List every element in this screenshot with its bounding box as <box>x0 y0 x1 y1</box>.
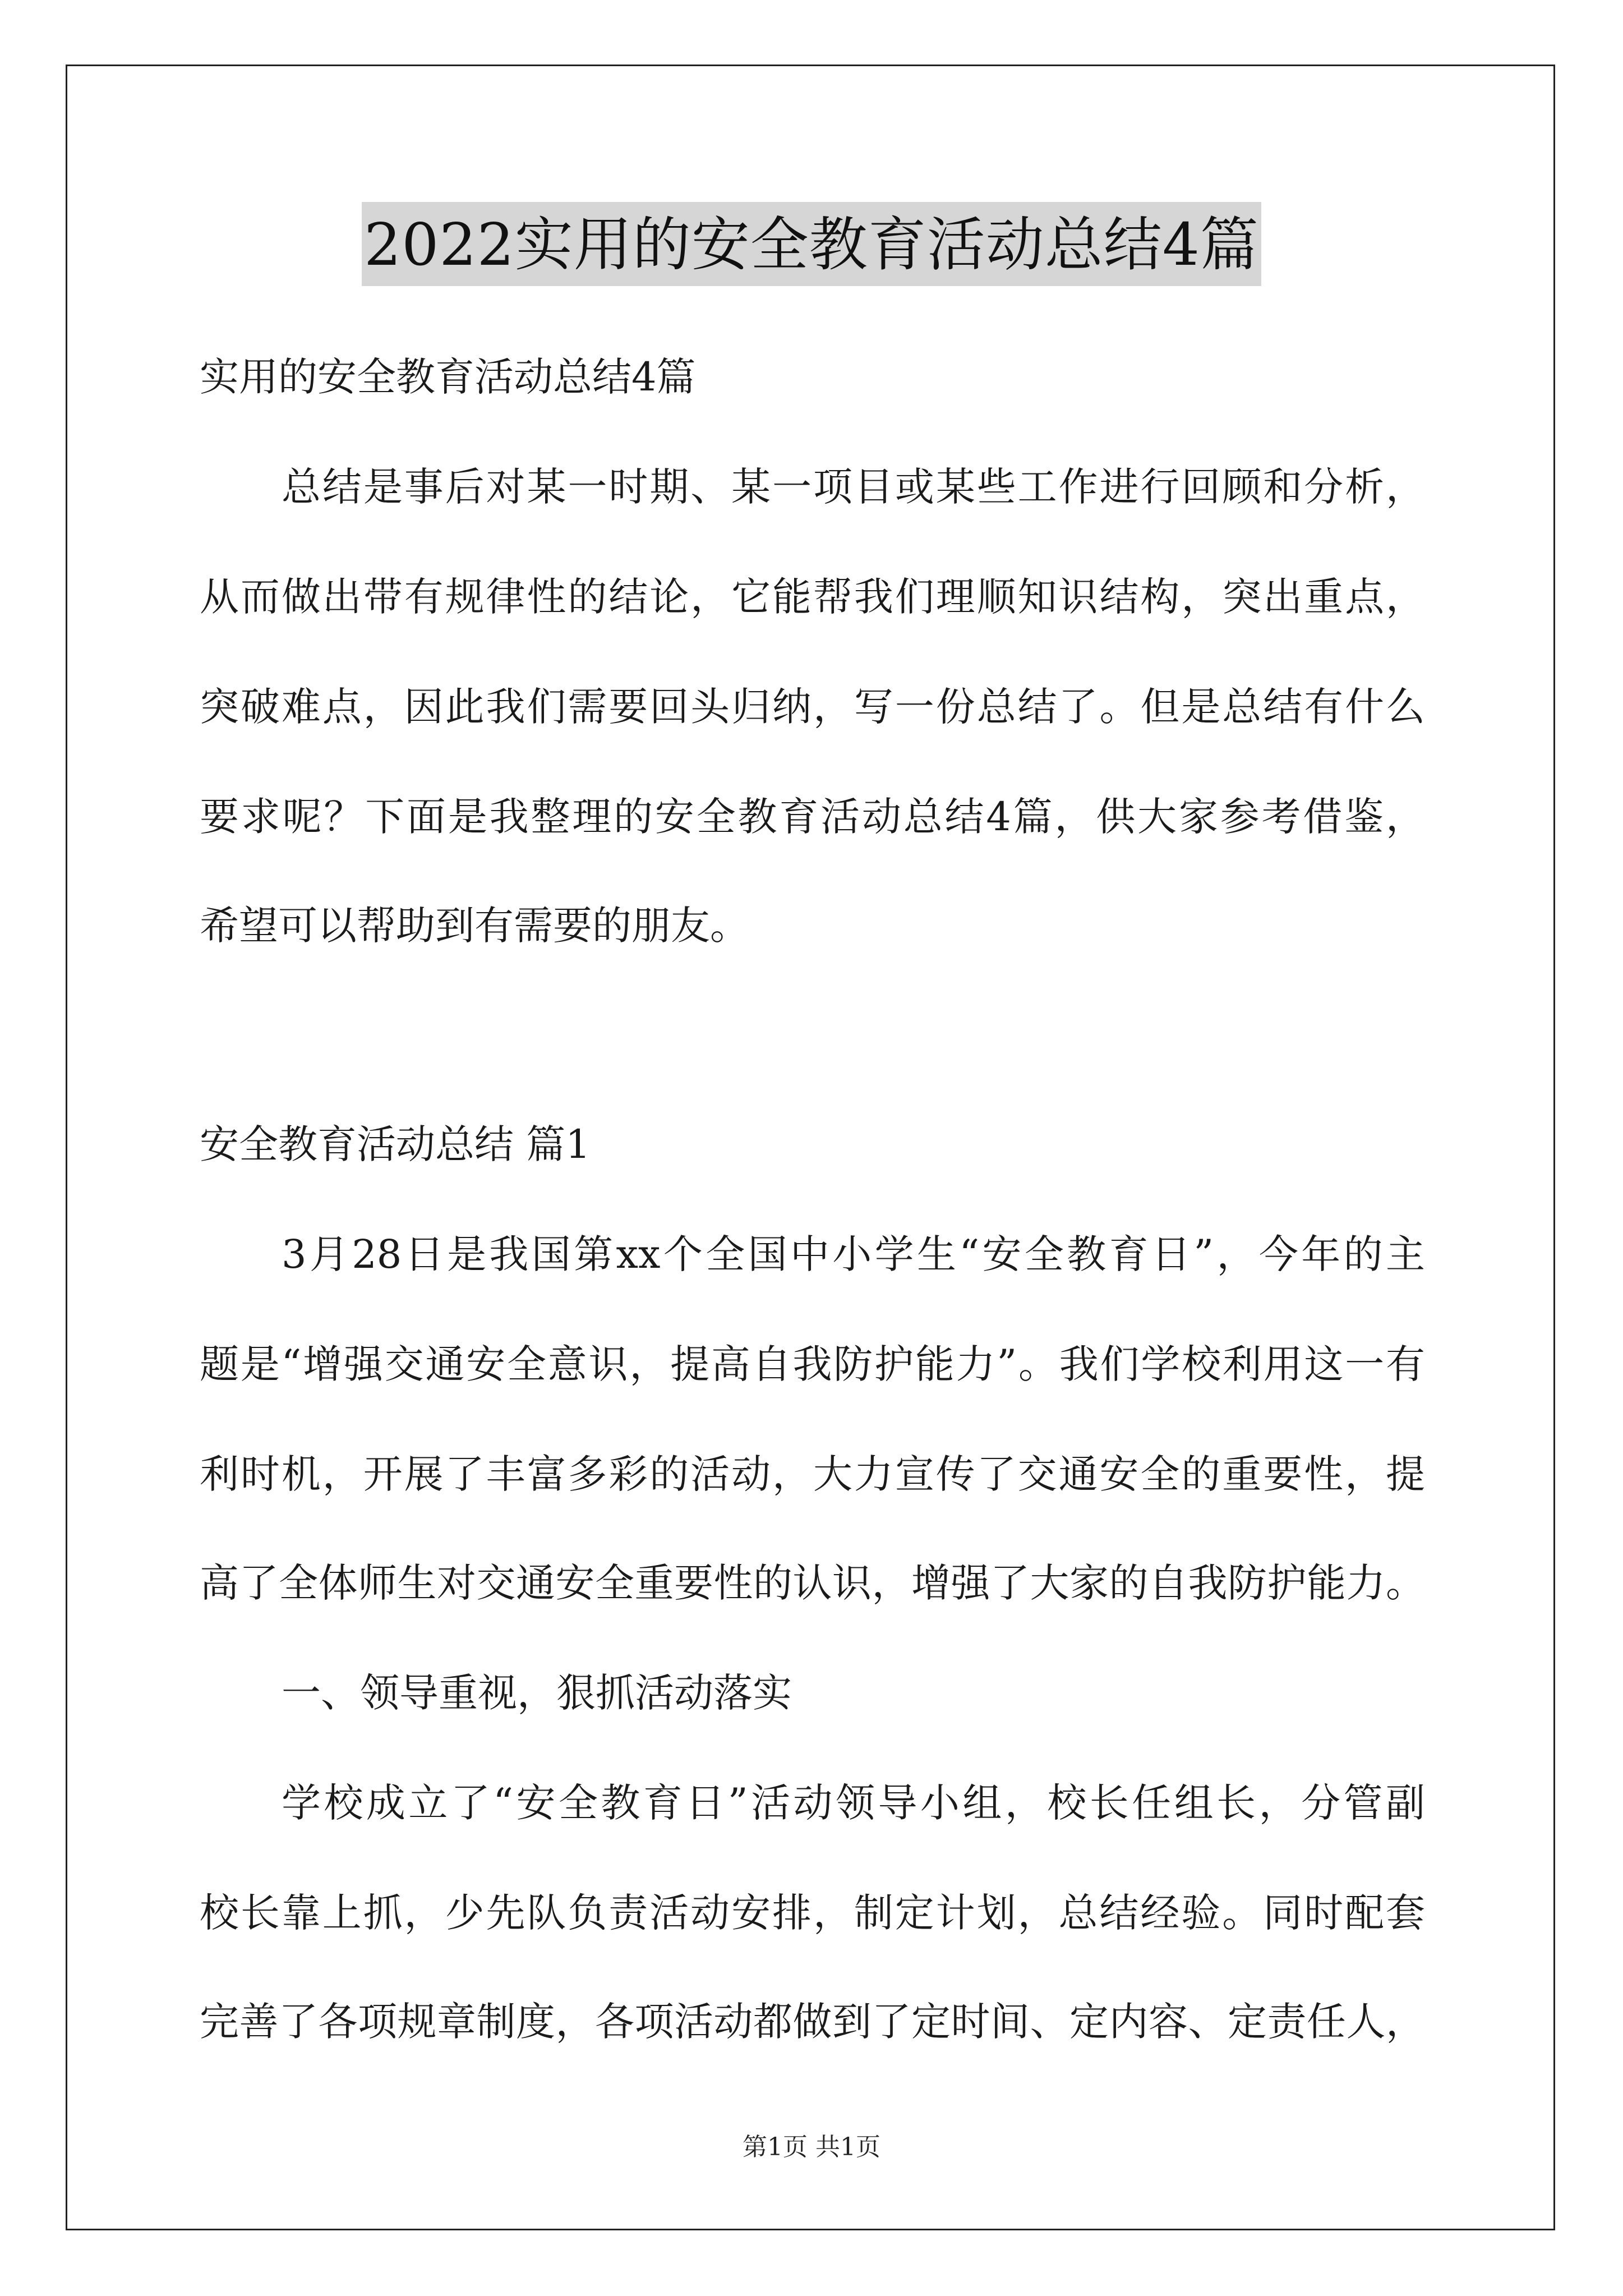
subheading-1: 一、领导重视，狠抓活动落实 <box>282 1670 792 1716</box>
intro-line-3: 突破难点，因此我们需要回头归纳，写一份总结了。但是总结有什么 <box>200 684 1425 730</box>
subtitle-line: 实用的安全教育活动总结4篇 <box>200 354 696 400</box>
body-line-1: 3月28日是我国第xx个全国中小学生“安全教育日”，今年的主 <box>282 1231 1425 1277</box>
body-line-5: 学校成立了“安全教育日”活动领导小组，校长任组长，分管副 <box>282 1780 1425 1826</box>
body-line-6: 校长靠上抓，少先队负责活动安排，制定计划，总结经验。同时配套 <box>200 1890 1425 1936</box>
body-line-7: 完善了各项规章制度，各项活动都做到了定时间、定内容、定责任人， <box>200 1999 1425 2045</box>
section-heading-1: 安全教育活动总结 篇1 <box>200 1121 591 1167</box>
intro-line-4: 要求呢？下面是我整理的安全教育活动总结4篇，供大家参考借鉴， <box>200 794 1425 840</box>
page-footer: 第1页 共1页 <box>743 2133 880 2161</box>
body-line-4: 高了全体师生对交通安全重要性的认识，增强了大家的自我防护能力。 <box>200 1560 1425 1606</box>
intro-line-2: 从而做出带有规律性的结论，它能帮我们理顺知识结构，突出重点， <box>200 574 1425 620</box>
body-line-2: 题是“增强交通安全意识，提高自我防护能力”。我们学校利用这一有 <box>200 1341 1425 1387</box>
intro-line-5: 希望可以帮助到有需要的朋友。 <box>200 903 749 949</box>
intro-line-1: 总结是事后对某一时期、某一项目或某些工作进行回顾和分析， <box>282 464 1425 510</box>
title-wrapper <box>0 202 1623 286</box>
document-title: 2022实用的安全教育活动总结4篇 <box>362 202 1261 286</box>
body-line-3: 利时机，开展了丰富多彩的活动，大力宣传了交通安全的重要性，提 <box>200 1451 1425 1497</box>
